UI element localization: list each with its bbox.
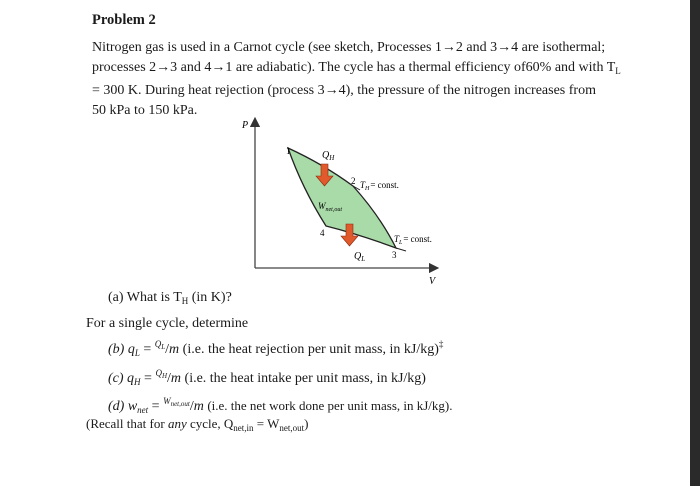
qh-label: $Q_H$ [322, 150, 335, 162]
scrollbar-track[interactable] [690, 0, 700, 486]
state-3: 3 [392, 250, 397, 260]
statement-line-4: 50 kPa to 150 kPa. [92, 102, 198, 118]
state-2: 2 [351, 176, 356, 186]
cycle-area [288, 148, 396, 248]
pv-diagram [238, 116, 468, 286]
state-1: 1 [286, 146, 291, 156]
state-4: 4 [320, 228, 325, 238]
question-c: (c) $q_H = ^{QH}/m$ (i.e. the heat intake per unit mass, in kJ/kg) [108, 368, 426, 387]
question-b: (b) $q_L = ^{QL}/m$ (i.e. the heat rejection per unit mass, in kJ/kg)‡ [108, 339, 444, 358]
p-axis-label: P [242, 120, 249, 131]
question-d: (d) $w_{net} = ^{Wnet,out}/m$ (i.e. the net work done per unit mass, in kJ/kg). [108, 396, 453, 415]
recall-note: (Recall that for any cycle, $Q_{net,in} = W_{net,out}$) [86, 416, 309, 433]
problem-statement [92, 38, 621, 120]
tl-const-label: $T_L=$ const. [394, 234, 432, 246]
th-const-label: $T_H=$ const. [360, 180, 399, 192]
wnet-label: $W_{net,out}$ [318, 201, 342, 213]
question-intro: For a single cycle, determine [86, 316, 249, 331]
problem-title: Problem 2 [92, 12, 156, 28]
ql-label: $Q_L$ [354, 251, 366, 263]
statement-line-3: = 300 K. During heat rejection (process 3→4), the pressure of the nitrogen increases from [92, 83, 596, 98]
v-axis-label: V [429, 276, 436, 286]
question-a: (a) What is $T_H$ (in K)? [108, 290, 232, 306]
tl-subscript: L [615, 65, 621, 76]
tl-isotherm-ext [396, 248, 406, 251]
statement-line-2: processes 2→3 and 4→1 are adiabatic). The cycle has a thermal efficiency of60% and with $T_L$ [92, 59, 621, 76]
statement-line-1: Nitrogen gas is used in a Carnot cycle (see sketch, Processes 1→2 and 3→4 are isothermal; [92, 40, 606, 55]
